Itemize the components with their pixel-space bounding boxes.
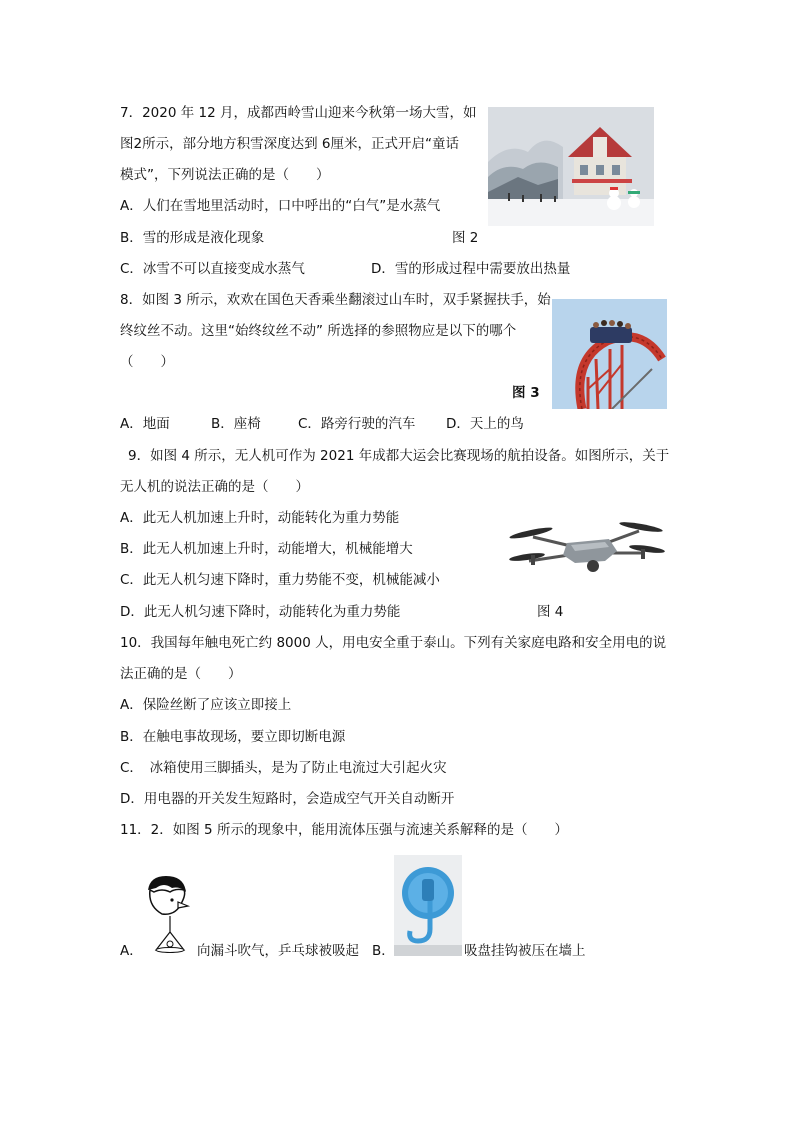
q9-line-2: 无人机的说法正确的是（ ） xyxy=(120,479,309,495)
q11-option-a-prefix: A． xyxy=(120,943,143,959)
q11-option-b: 吸盘挂钩被压在墙上 xyxy=(464,943,586,959)
suction-hook-photo xyxy=(394,855,462,956)
q7-option-b: B．雪的形成是液化现象 xyxy=(120,230,265,246)
q7-option-a: A．人们在雪地里活动时，口中呼出的“白气”是水蒸气 xyxy=(120,198,441,214)
q9-option-b: B．此无人机加速上升时，动能增大，机械能增大 xyxy=(120,541,413,557)
drone-photo xyxy=(505,511,665,591)
q10-line-1: 10．我国每年触电死亡约 8000 人，用电安全重于泰山。下列有关家庭电路和安全用电的说 xyxy=(120,635,667,651)
q10-option-a: A．保险丝断了应该立即接上 xyxy=(120,697,292,713)
q7-line-3: 模式”，下列说法正确的是（ ） xyxy=(120,167,330,183)
q8-option-a: A．地面 xyxy=(120,416,170,432)
q9-line-1: 9．如图 4 所示，无人机可作为 2021 年成都大运会比赛现场的航拍设备。如图所示，关于 xyxy=(128,448,670,464)
q8-line-3: （ ） xyxy=(120,354,174,370)
q9-option-d: D．此无人机匀速下降时，动能转化为重力势能 xyxy=(120,604,401,620)
q11-line-1: 11．2．如图 5 所示的现象中，能用流体压强与流速关系解释的是（ ） xyxy=(120,822,568,838)
q7-line-2: 图2所示，部分地方积雪深度达到 6厘米，正式开启“童话 xyxy=(120,136,459,152)
q9-option-c: C．此无人机匀速下降时，重力势能不变，机械能减小 xyxy=(120,572,440,588)
q11-option-b-prefix: B． xyxy=(372,943,395,959)
q7-line-1: 7．2020 年 12 月，成都西岭雪山迎来今秋第一场大雪，如 xyxy=(120,105,477,121)
q8-option-b: B．座椅 xyxy=(211,416,261,432)
q10-option-c: C． 冰箱使用三脚插头，是为了防止电流过大引起火灾 xyxy=(120,760,447,776)
q10-option-b: B．在触电事故现场，要立即切断电源 xyxy=(120,729,346,745)
q8-figure-label: 图 3 xyxy=(512,385,540,401)
q9-option-a: A．此无人机加速上升时，动能转化为重力势能 xyxy=(120,510,400,526)
q9-figure-label: 图 4 xyxy=(537,604,564,620)
roller-coaster-photo xyxy=(552,299,667,409)
q8-line-2: 终纹丝不动。这里“始终纹丝不动” 所选择的参照物应是以下的哪个 xyxy=(120,323,517,339)
q7-option-c: C．冰雪不可以直接变成水蒸气 xyxy=(120,261,305,277)
funnel-boy-drawing xyxy=(140,872,198,954)
snow-mountain-photo xyxy=(488,107,654,226)
q7-option-d: D．雪的形成过程中需要放出热量 xyxy=(371,261,571,277)
q8-option-d: D．天上的鸟 xyxy=(446,416,524,432)
q10-line-2: 法正确的是（ ） xyxy=(120,666,242,682)
q10-option-d: D．用电器的开关发生短路时，会造成空气开关自动断开 xyxy=(120,791,455,807)
q7-figure-label: 图 2 xyxy=(452,230,479,246)
q8-line-1: 8．如图 3 所示，欢欢在国色天香乘坐翻滚过山车时，双手紧握扶手，始 xyxy=(120,292,551,308)
q11-option-a: 向漏斗吹气，乒乓球被吸起 xyxy=(197,943,359,959)
q8-option-c: C．路旁行驶的汽车 xyxy=(298,416,416,432)
